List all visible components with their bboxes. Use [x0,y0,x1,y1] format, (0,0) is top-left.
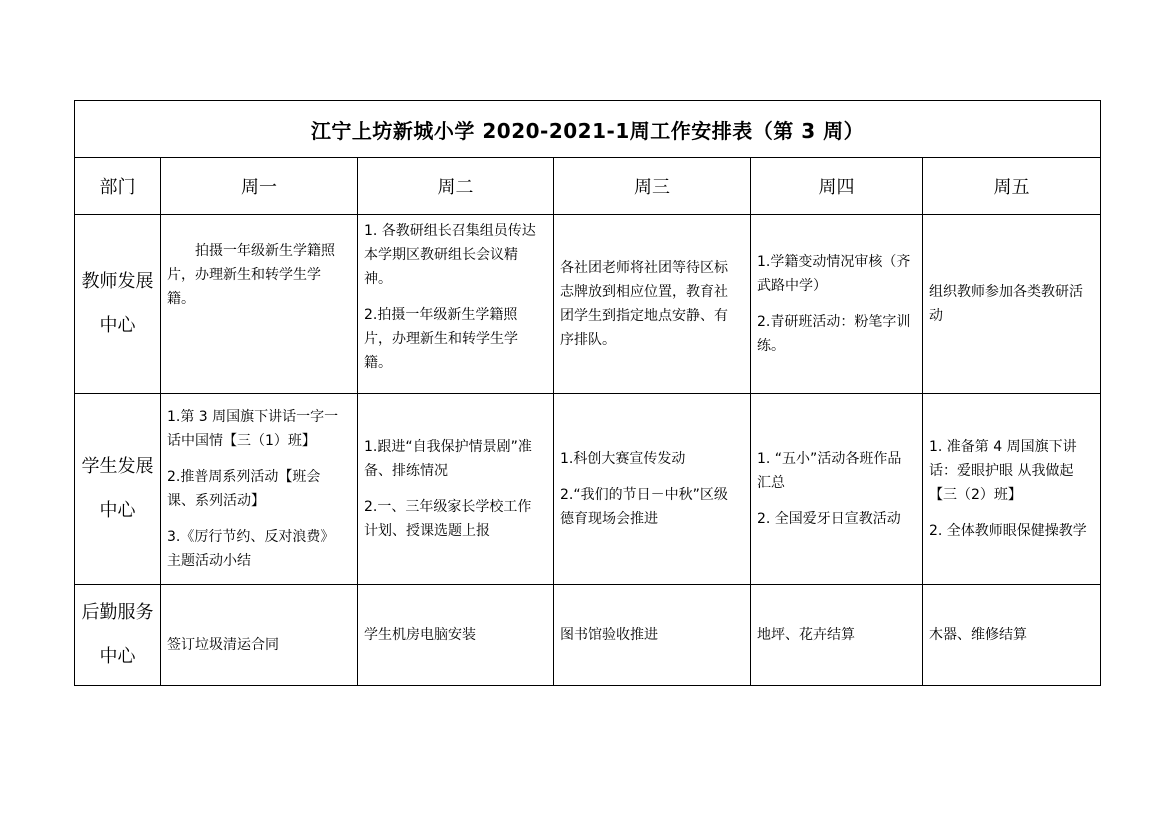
day-header-fri: 周五 [923,158,1101,215]
schedule-cell [923,394,1101,585]
day-header-mon: 周一 [161,158,358,215]
cell-text: 2.青研班活动：粉笔字训练。 [757,314,911,354]
schedule-cell [923,215,1101,394]
cell-text: 地坪、花卉结算 [757,627,855,643]
cell-text: 木器、维修结算 [929,627,1027,643]
schedule-cell [751,394,923,585]
cell-text: 3.《厉行节约、反对浪费》主题活动小结 [167,529,335,569]
table-row [75,394,1101,585]
cell-text: 签订垃圾清运合同 [167,637,279,653]
dept-header: 部门 [75,158,161,215]
schedule-cell [751,215,923,394]
schedule-cell [161,394,358,585]
cell-text: 1. 准备第 4 周国旗下讲话：爱眼护眼 从我做起【三（2）班】 [929,439,1077,503]
cell-text: 1.第 3 周国旗下讲话一字一话中国情【三（1）班】 [167,409,339,449]
cell-text: 2.拍摄一年级新生学籍照片，办理新生和转学生学籍。 [364,307,518,371]
day-header-wed: 周三 [554,158,751,215]
cell-text: 各社团老师将社团等待区标志牌放到相应位置，教育社团学生到指定地点安静、有序排队。 [560,260,728,348]
schedule-cell [161,215,358,394]
cell-text: 2. 全体教师眼保健操教学 [929,523,1087,539]
schedule-cell [161,585,358,686]
schedule-cell [554,394,751,585]
schedule-cell [358,215,554,394]
table-row [75,215,1101,394]
dept-label: 后勤服务中心 [75,585,161,686]
schedule-table [74,100,1101,686]
cell-text: 1.学籍变动情况审核（齐武路中学） [757,254,911,294]
header-row [75,158,1101,215]
cell-text: 2.“我们的节日－中秋”区级德育现场会推进 [560,487,728,527]
cell-text: 1. “五小”活动各班作品汇总 [757,451,902,491]
cell-text: 2.推普周系列活动【班会课、系列活动】 [167,469,321,509]
schedule-cell [554,215,751,394]
cell-text: 图书馆验收推进 [560,627,658,643]
cell-text: 拍摄一年级新生学籍照片，办理新生和转学生学籍。 [167,243,335,307]
schedule-cell [923,585,1101,686]
schedule-cell [358,585,554,686]
cell-text: 1. 各教研组长召集组员传达本学期区教研组长会议精神。 [364,223,536,287]
schedule-cell [358,394,554,585]
cell-text: 2. 全国爱牙日宣教活动 [757,511,901,527]
cell-text: 组织教师参加各类教研活动 [929,284,1083,324]
table-row [75,585,1101,686]
page-title: 江宁上坊新城小学 2020-2021-1周工作安排表（第 3 周） [75,101,1101,158]
dept-label: 教师发展中心 [75,215,161,394]
cell-text: 1.跟进“自我保护情景剧”准备、排练情况 [364,439,532,479]
cell-text: 1.科创大赛宣传发动 [560,451,686,467]
day-header-tue: 周二 [358,158,554,215]
dept-label: 学生发展中心 [75,394,161,585]
cell-text: 学生机房电脑安装 [364,627,476,643]
schedule-cell [554,585,751,686]
day-header-thu: 周四 [751,158,923,215]
schedule-cell [751,585,923,686]
cell-text: 2.一、三年级家长学校工作计划、授课选题上报 [364,499,532,539]
